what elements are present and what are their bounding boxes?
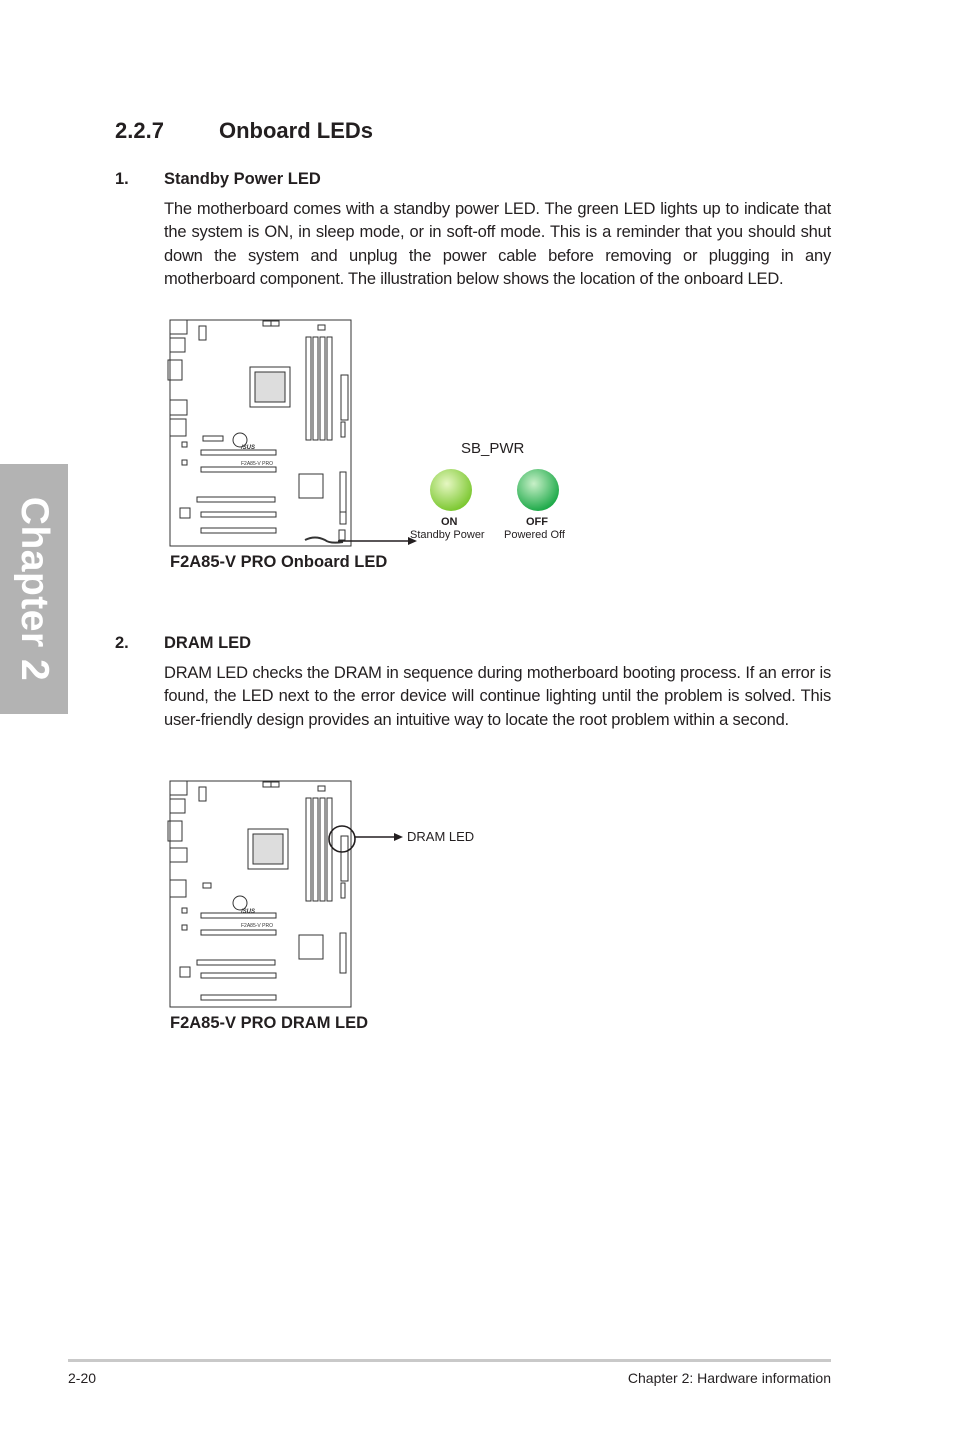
- section-title: [115, 118, 373, 144]
- dram-led-label: DRAM LED: [407, 829, 475, 844]
- board-logo: /SUS: [241, 909, 256, 915]
- item-2-body: DRAM LED checks the DRAM in sequence during motherboard booting process. If an error is found, the LED next to the error device will continue lighting until the problem is solved. This user-friendly design provides an intuitive way to locate the root problem within a second.: [164, 664, 831, 729]
- dram-led-diagram: [155, 773, 415, 1013]
- led-off-desc: Powered Off: [504, 529, 565, 541]
- footer-divider: [68, 1359, 831, 1362]
- board-model-label: F2A85-V PRO: [241, 923, 273, 929]
- figure-2-caption: F2A85-V PRO DRAM LED: [170, 1014, 369, 1032]
- figure-1-caption: F2A85-V PRO Onboard LED: [170, 553, 388, 571]
- motherboard-outline: [168, 781, 351, 1007]
- led-on-state: ON: [441, 516, 458, 528]
- pointer-arrow: [394, 833, 403, 841]
- chapter-tab-label: Chapter 2: [13, 496, 56, 682]
- item-1-body: The motherboard comes with a standby power LED. The green LED lights up to indicate that the system is ON, in sleep mode, or in soft-off mode. This is a reminder that you should shut down the system and unplug the power cable before removing or plugging in any motherboard component. The illustration below shows the location of the onboard LED.: [164, 200, 831, 288]
- item-2-heading: [115, 634, 251, 653]
- board-logo: /SUS: [241, 445, 256, 451]
- item-1-heading: [115, 170, 321, 189]
- motherboard-outline: [168, 320, 351, 546]
- sb-pwr-label: SB_PWR: [461, 440, 525, 457]
- standby-led-diagram: [155, 312, 585, 557]
- led-off-state: OFF: [526, 516, 548, 528]
- section-title-text: Onboard LEDs: [219, 118, 374, 143]
- led-on-icon: [430, 469, 472, 511]
- page-number: 2-20: [68, 1370, 97, 1386]
- chapter-tab: [0, 464, 68, 714]
- item-2-number: 2.: [115, 634, 129, 652]
- item-2-title: DRAM LED: [164, 634, 252, 652]
- section-number: 2.2.7: [115, 118, 164, 143]
- led-off-icon: [517, 469, 559, 511]
- item-1-title: Standby Power LED: [164, 170, 321, 188]
- board-model-label: F2A85-V PRO: [241, 461, 273, 467]
- led-on-desc: Standby Power: [410, 529, 485, 541]
- item-1-number: 1.: [115, 170, 129, 188]
- footer-chapter: Chapter 2: Hardware information: [627, 1370, 831, 1386]
